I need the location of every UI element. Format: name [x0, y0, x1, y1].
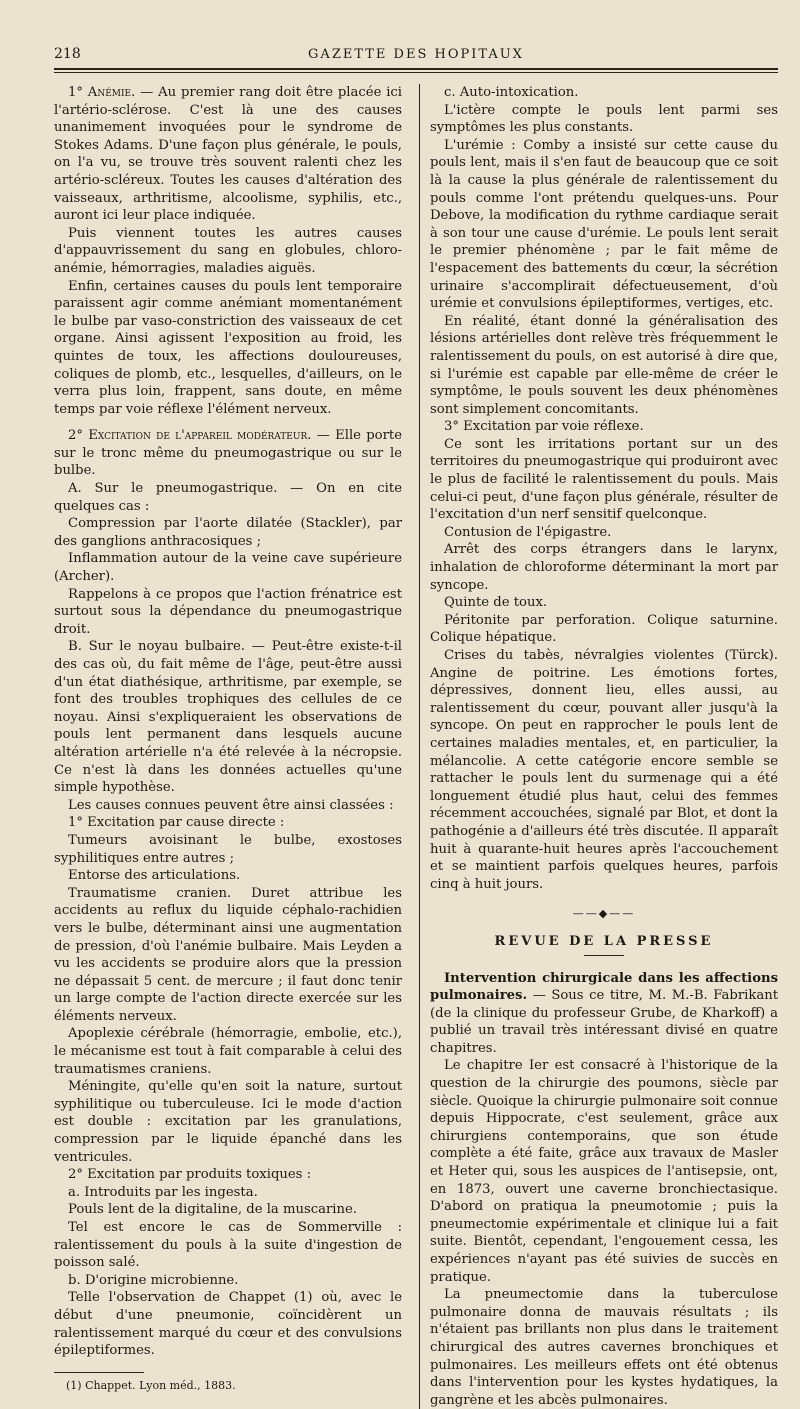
paragraph: Ce sont les irritations portant sur un des territoires du pneumogastrique qui produiront avec le plus de facilité le ralentissement du pouls. Mais celui-ci peut, d'une façon plus générale, résulter de l'excitation d'un nerf sensitif quelconque.: [429, 436, 778, 523]
paragraph: [54, 84, 402, 225]
paragraph: 1° Excitation par cause directe :: [68, 815, 285, 831]
paragraph: Crises du tabès, névralgies violentes (Türck). Angine de poitrine. Les émotions fortes, dépressives, donnent lieu, elles aussi, au ralentissement du cœur, pouvant aller jusqu'à la syncope. On peut en rapprocher le pouls lent de certaines maladies mentales, et, en particulier, la mélancolie. A cette catégorie encore semble se rattacher le pouls lent du surmenage qui a été longuement étudié plus haut, celui des femmes récemment accouchées, signalé par Blot, et dont la pathogénie a d'ailleurs été très discutée. Il apparaît huit à quarante-huit heures après l'accouchement et se maintient parfois quelques heures, parfois cinq à huit jours.: [429, 648, 778, 892]
paragraph: c. Auto-intoxication.: [443, 85, 579, 100]
header-rule: [54, 68, 778, 70]
paragraph: Quinte de toux.: [443, 595, 548, 611]
paragraph-text: — Elle porte sur le tronc même du pneumogastrique ou sur le bulbe.: [54, 428, 403, 479]
paragraph: Apoplexie cérébrale (hémorragie, embolie, etc.), le mécanisme est tout à fait comparable à celui des traumatismes craniens.: [54, 1026, 403, 1077]
paragraph: Compression par l'aorte dilatée (Stackler), par des ganglions anthracosiques ;: [54, 516, 403, 549]
paragraph: Enfin, certaines causes du pouls lent temporaire paraissent agir comme anémiant momentanément le bulbe par vaso-constriction des vaisseaux de cet organe. Ainsi agissent l'exposition au froid, les quintes de toux, les affections douloureuses, coliques de plomb, etc., lesquelles, d'ailleurs, on le verra plus loin, frappent, sans doute, en même temps par voie réflexe l'élément nerveux.: [54, 278, 403, 417]
paragraph: Tel est encore le cas de Sommerville : ralentissement du pouls à la suite d'ingestion de poisson salé.: [54, 1220, 403, 1271]
paragraph: Entorse des articulations.: [68, 868, 241, 884]
right-column: [428, 84, 778, 1409]
paragraph: L'urémie : Comby a insisté sur cette cause du pouls lent, mais il s'en faut de beaucoup que ce soit là la cause la plus générale de ralentissement du pouls comme l'ont prétendu quelques-uns. Pour Debove, la modification du rythme cardiaque serait à son tour une cause d'urémie. Le pouls lent serait le premier phénomène ; par le fait même de l'espacement des battements du cœur, la sécrétion urinaire s'accomplirait défectueusement, d'où urémie et convulsions épileptiformes, vertiges, etc.: [429, 137, 778, 312]
page-number: 218: [54, 46, 81, 62]
paragraph: a. Introduits par les ingesta.: [68, 1184, 258, 1200]
paragraph: Le chapitre Ier est consacré à l'historique de la question de la chirurgie des poumons, siècle par siècle. Quoique la chirurgie pulmonaire soit connue depuis Hippocrate, c'est seulement, grâce aux chirurgiens contemporains, que son étude complète a été faite, grâce aux travaux de Masler et Heter qui, sous les auspices de l'antisepsie, ont, en 1873, ouvert une caverne bronchiectasique. D'abord on pratiqua la pneumotomie ; puis la pneumectomie expérimentale et clinique lui a fait suite. Bientôt, cependant, l'engouement cessa, les expériences n'ayant pas été suivies de succès en pratique.: [429, 1058, 778, 1285]
running-title: GAZETTE DES HOPITAUX: [308, 47, 524, 62]
paragraph: Traumatisme cranien. Duret attribue les accidents au reflux du liquide céphalo-rachidien vers le bulbe, déterminant ainsi une augmentation de pression, d'où l'anémie bulbaire. Mais Leyden a vu les accidents se produire alors que la pression ne dépassait 5 cent. de mercure ; il faut donc tenir un large compte de l'action directe exercée sur les éléments nerveux.: [54, 885, 403, 1024]
paragraph: 2° Excitation par produits toxiques :: [68, 1167, 312, 1183]
paragraph: Tumeurs avoisinant le bulbe, exostoses syphilitiques entre autres ;: [54, 832, 403, 866]
paragraph: L'ictère compte le pouls lent parmi ses symptômes les plus constants.: [429, 102, 778, 136]
column-divider: [419, 84, 420, 1409]
paragraph: Méningite, qu'elle qu'en soit la nature, surtout syphilitique ou tuberculeuse. Ici le mode d'action est double : excitation par les granulations, compression par le liquide épanché dans les ventricules.: [54, 1079, 403, 1165]
paragraph: La pneumectomie dans la tuberculose pulmonaire donna de mauvais résultats ; ils n'étaient pas brillants non plus dans le traitement chirurgical des autres cavernes bronchiques et pulmonaires. Les meilleurs effets ont été obtenus dans l'intervention pour les kystes hydatiques, la gangrène et les abcès pulmonaires.: [429, 1287, 778, 1408]
paragraph-text: — Sous ce titre, M. M.-B. Fabrikant (de la clinique du professeur Grube, de Kharkoff) a publié un travail très intéressant divisé en quatre chapitres.: [429, 988, 778, 1056]
article-heading: Intervention chirurgicale dans les affections pulmonaires.: [429, 970, 778, 1004]
header-rule-thin: [54, 72, 778, 73]
paragraph: Péritonite par perforation. Colique saturnine. Colique hépatique.: [429, 612, 778, 646]
paragraph: Pouls lent de la digitaline, de la muscarine.: [68, 1202, 357, 1218]
page-header: [54, 46, 778, 68]
section-rule: [584, 955, 624, 956]
paragraph: [54, 427, 402, 480]
paragraph-text: — Au premier rang doit être placée ici l'artério-sclérose. C'est là une des causes unanimement invoquées pour le syndrome de Stokes Adams. D'une façon plus générale, le pouls, on l'a vu, se trouve très souvent ralenti chez les artério-scléreux. Toutes les causes d'altération des vaisseaux, arthritisme, alcoolisme, syphilis, etc., auront ici leur place indiquée.: [54, 85, 403, 224]
paragraph: Rappelons à ce propos que l'action frénatrice est surtout sous la dépendance du pneumogastrique droit.: [54, 586, 403, 637]
paragraph: [430, 970, 778, 1058]
footnote-rule: [54, 1372, 144, 1373]
section-ornament: ——◆——: [572, 907, 636, 921]
section-title: REVUE DE LA PRESSE: [494, 933, 714, 949]
left-column: [54, 84, 411, 1409]
paragraph: A. Sur le pneumogastrique. — On en cite quelques cas :: [54, 481, 403, 514]
text-columns: [54, 84, 778, 1409]
footnote: (1) Chappet. Lyon méd., 1883.: [66, 1378, 236, 1392]
paragraph: Contusion de l'épigastre.: [443, 524, 612, 540]
paragraph: b. D'origine microbienne.: [68, 1272, 239, 1288]
paragraph: B. Sur le noyau bulbaire. — Peut-être existe-t-il des cas où, du fait même de l'âge, peut-être aussi d'un état diathésique, arthritisme, par exemple, se font des troubles trophiques des cellules de ce noyau. Ainsi s'expliqueraient les observations de pouls lent permanent dans lesquels aucune altération artérielle n'a été relevée à la nécropsie. Ce n'est là dans les données actuelles qu'une simple hypothèse.: [54, 639, 403, 796]
paragraph: Telle l'observation de Chappet (1) où, avec le début d'une pneumonie, coïncidèrent un ralentissement marqué du cœur et des convulsions épileptiformes.: [54, 1290, 403, 1359]
paragraph: 3° Excitation par voie réflexe.: [443, 419, 644, 435]
paragraph: Les causes connues peuvent être ainsi classées :: [68, 797, 394, 813]
paragraph: Puis viennent toutes les autres causes d'appauvrissement du sang en globules, chloro-anémie, hémorragies, maladies aiguës.: [54, 225, 403, 276]
paragraph: Inflammation autour de la veine cave supérieure (Archer).: [54, 551, 403, 585]
paragraph-heading: 2° Excitation de l'appareil modérateur.: [68, 428, 312, 444]
paragraph: Arrêt des corps étrangers dans le larynx, inhalation de chloroforme déterminant la mort par syncope.: [429, 542, 778, 593]
paragraph: En réalité, étant donné la généralisation des lésions artérielles dont relève très fréquemment le ralentissement du pouls, on est autorisé à dire que, si l'urémie est capable par elle-même de créer le symptôme, le pouls souvent les deux phénomènes sont simplement concomitants.: [429, 313, 778, 417]
paragraph-heading: 1° Anémie.: [68, 85, 136, 100]
